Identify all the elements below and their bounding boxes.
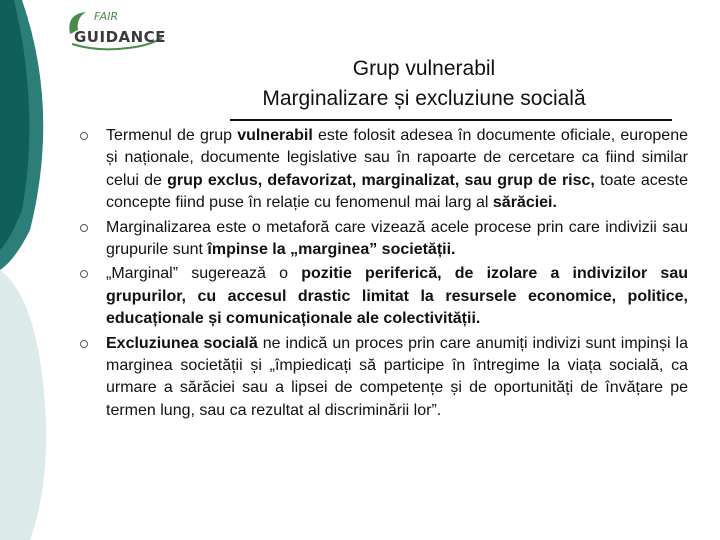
bold-text-segment: grup exclus, defavorizat, marginalizat, sau grup de risc,: [167, 171, 595, 189]
bold-text-segment: pozitie periferică, de izolare a indivizilor sau grupurilor, cu accesul drastic limitat la resursele economice, politice, educaționale și comunicaționale ale colectivității.: [106, 265, 688, 328]
text-segment: ne indică un proces prin care anumiți indivizi sunt impinși la marginea societății și „împiedicați să participe în întregime la viața socială, ca urmare a sărăciei sau a lipsei de competențe și de oportunități de învățare pe termen lung, sau ca rezultat al discriminării lor”.: [106, 334, 688, 419]
slide-subtitle: Marginalizare și excluziune socială: [262, 87, 586, 110]
text-segment: „Marginal” sugerează o: [106, 265, 302, 283]
decorative-side-shapes: [0, 0, 60, 540]
bold-text-segment: vulnerabil: [237, 127, 313, 144]
bullet-list: [80, 125, 688, 424]
bullet-circle-icon: [80, 340, 88, 348]
bullet-item: [80, 125, 688, 215]
logo-text: GUIDANCE: [74, 28, 166, 46]
bullet-circle-icon: [80, 270, 88, 278]
bullet-circle-icon: [80, 132, 88, 140]
text-segment: Termenul de grup: [106, 127, 238, 144]
bold-text-segment: sărăciei.: [492, 194, 557, 212]
title-divider: [230, 119, 672, 121]
fair-guidance-logo: [58, 4, 170, 54]
bullet-item: [80, 217, 688, 262]
bold-text-segment: Excluziunea socială: [106, 334, 258, 352]
logo-top-text: FAIR: [94, 10, 119, 23]
text-segment: Marginalizarea este o metaforă care vizează acele procese prin care indivizii sau grupurile sunt: [106, 218, 688, 259]
text-segment: toate aceste concepte fiind puse în relație cu fenomenul mai larg al: [106, 171, 689, 212]
bullet-item: [80, 333, 688, 423]
slide-title: Grup vulnerabil: [352, 57, 496, 80]
bold-text-segment: împinse la „marginea” societății.: [207, 241, 456, 259]
bullet-item: [80, 263, 688, 330]
text-segment: este folosit adesea în documente oficiale, europene și naționale, documente legislative sau în rapoarte de cercetare ca fiind similar celui de: [106, 127, 688, 189]
bullet-circle-icon: [80, 224, 88, 232]
